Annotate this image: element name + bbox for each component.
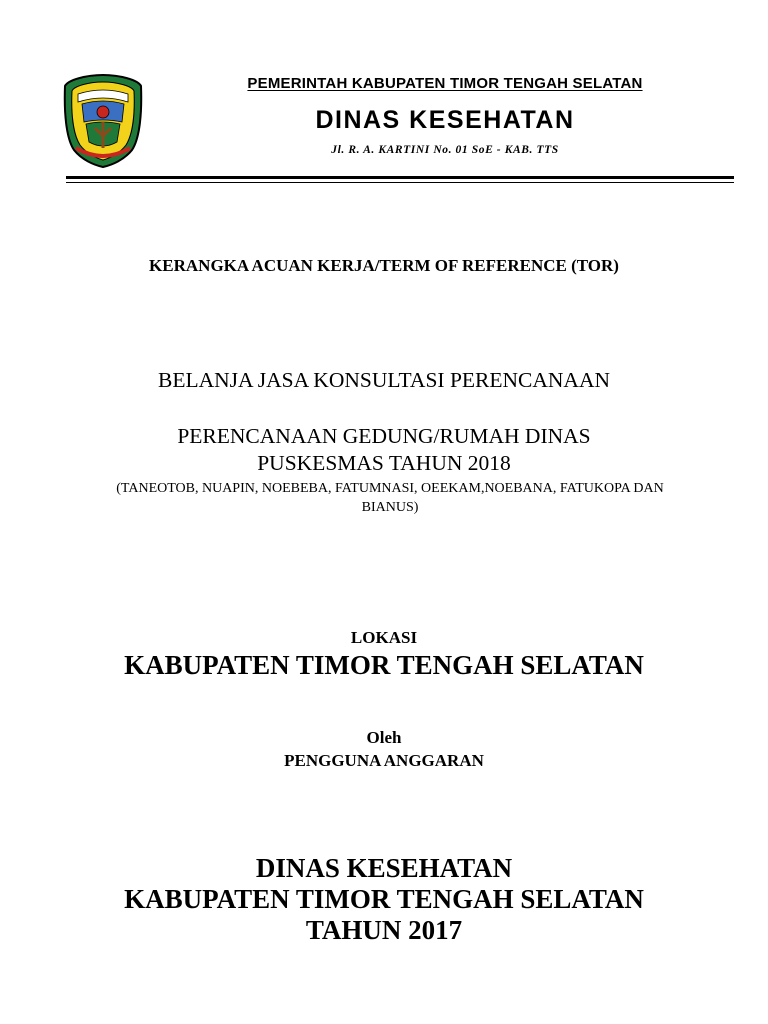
locations-note: (TANEOTOB, NUAPIN, NOEBEBA, FATUMNASI, OEEKAM,NOEBANA, FATUKOPA DAN BIANUS): [116, 481, 664, 515]
by-label: Oleh: [366, 728, 402, 747]
office-address: Jl. R. A. KARTINI No. 01 SoE - KAB. TTS: [331, 144, 559, 156]
by-name: PENGGUNA ANGGARAN: [284, 751, 484, 770]
footer-line-1: DINAS KESEHATAN: [255, 853, 513, 883]
letterhead-divider-thin: [66, 182, 734, 183]
location-label: LOKASI: [350, 628, 418, 647]
footer-block: [40, 853, 728, 946]
footer-line-3: TAHUN 2017: [305, 915, 463, 945]
project-title-line-2: PUSKESMAS TAHUN 2018: [257, 451, 511, 475]
project-title-line-1: PERENCANAAN GEDUNG/RUMAH DINAS: [177, 424, 591, 448]
location-name: KABUPATEN TIMOR TENGAH SELATAN: [124, 650, 644, 680]
regency-emblem-icon: [62, 72, 144, 168]
government-title: PEMERINTAH KABUPATEN TIMOR TENGAH SELATAN: [247, 75, 643, 92]
document-heading: KERANGKA ACUAN KERJA/TERM OF REFERENCE (TOR): [149, 256, 619, 275]
letterhead-divider-thick: [66, 176, 734, 179]
activity-title: BELANJA JASA KONSULTASI PERENCANAAN: [157, 368, 611, 392]
footer-line-2: KABUPATEN TIMOR TENGAH SELATAN: [124, 884, 644, 914]
office-title: DINAS KESEHATAN: [315, 106, 575, 134]
project-title: [40, 423, 728, 477]
